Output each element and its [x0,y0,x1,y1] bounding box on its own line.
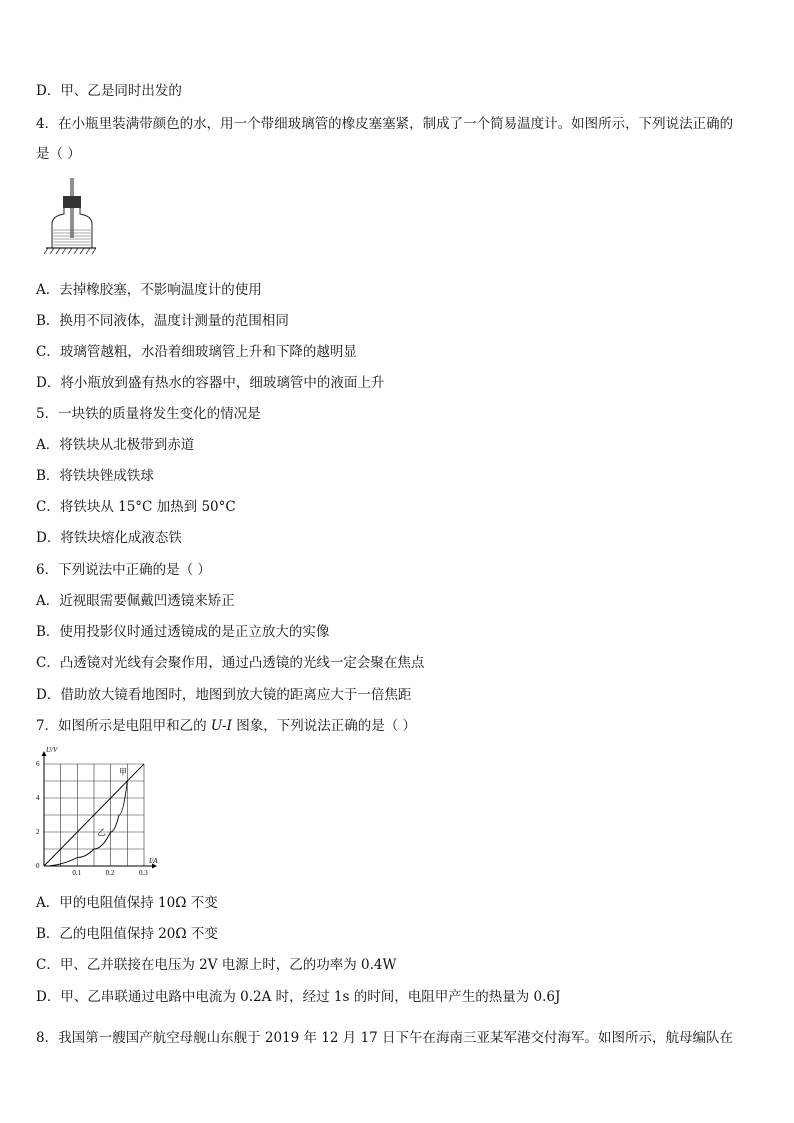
q4-stem-line1: 4．在小瓶里装满带颜色的水，用一个带细玻璃管的橡皮塞塞紧，制成了一个简易温度计。如图所示，下列说法正确的 [36,116,734,132]
q5-option-d: D．将铁块熔化成液态铁 [36,530,182,546]
q7-option-b: B．乙的电阻值保持 20Ω 不变 [36,926,218,942]
q5-stem: 5．一块铁的质量将发生变化的情况是 [36,406,261,422]
y-axis-label: U/V [46,746,58,754]
q5-option-b: B．将铁块锉成铁球 [36,468,154,484]
q6-option-b: B．使用投影仪时通过透镜成的是正立放大的实像 [36,624,330,640]
q6-option-c: C．凸透镜对光线有会聚作用，通过凸透镜的光线一定会聚在焦点 [36,655,425,671]
q6-stem: 6．下列说法中正确的是（ ） [36,562,211,578]
q7-stem-ui: U-I [210,718,232,734]
origin-label: 0 [36,862,40,870]
q4-option-b: B．换用不同液体，温度计测量的范围相同 [36,313,289,329]
y-tick-label: 2 [36,828,40,836]
q6-option-d: D．借助放大镜看地图时，地图到放大镜的距离应大于一倍焦距 [36,687,412,703]
thermometer-bottle-figure [44,176,96,256]
y-tick-label: 6 [36,760,40,768]
q7-stem-pre: 7．如图所示是电阻甲和乙的 [36,718,211,734]
x-tick-label: 0.2 [105,869,115,877]
ui-chart [30,746,170,880]
q4-option-a: A．去掉橡胶塞，不影响温度计的使用 [36,282,262,298]
q4-option-d: D．将小瓶放到盛有热水的容器中，细玻璃管中的液面上升 [36,375,385,391]
q7-stem [36,717,416,735]
y-tick-label: 4 [36,794,40,802]
x-tick-label: 0.1 [72,869,82,877]
q7-option-c: C．甲、乙并联接在电压为 2V 电源上时，乙的功率为 0.4W [36,957,397,973]
q5-option-a: A．将铁块从北极带到赤道 [36,437,195,453]
series-jia-label: 甲 [119,767,127,777]
q6-option-a: A．近视眼需要佩戴凹透镜来矫正 [36,593,235,609]
q7-stem-post: 图象，下列说法正确的是（ ） [231,718,417,734]
q7-option-d: D．甲、乙串联通过电路中电流为 0.2A 时，经过 1s 的时间，电阻甲产生的热量为 0.6J [36,989,561,1005]
x-axis-label: I/A [149,857,158,865]
q8-stem: 8．我国第一艘国产航空母舰山东舰于 2019 年 12 月 17 日下午在海南三亚某军港交付海军。如图所示，航母编队在 [36,1030,734,1046]
series-yi-label: 乙 [97,828,106,837]
q4-stem-line2: 是（ ） [36,146,81,162]
q4-option-c: C．玻璃管越粗，水沿着细玻璃管上升和下降的越明显 [36,344,357,360]
x-tick-label: 0.3 [139,869,148,877]
q7-option-a: A．甲的电阻值保持 10Ω 不变 [36,895,218,911]
q3-option-d: D．甲、乙是同时出发的 [36,83,182,99]
q5-option-c: C．将铁块从 15°C 加热到 50°C [36,499,236,515]
